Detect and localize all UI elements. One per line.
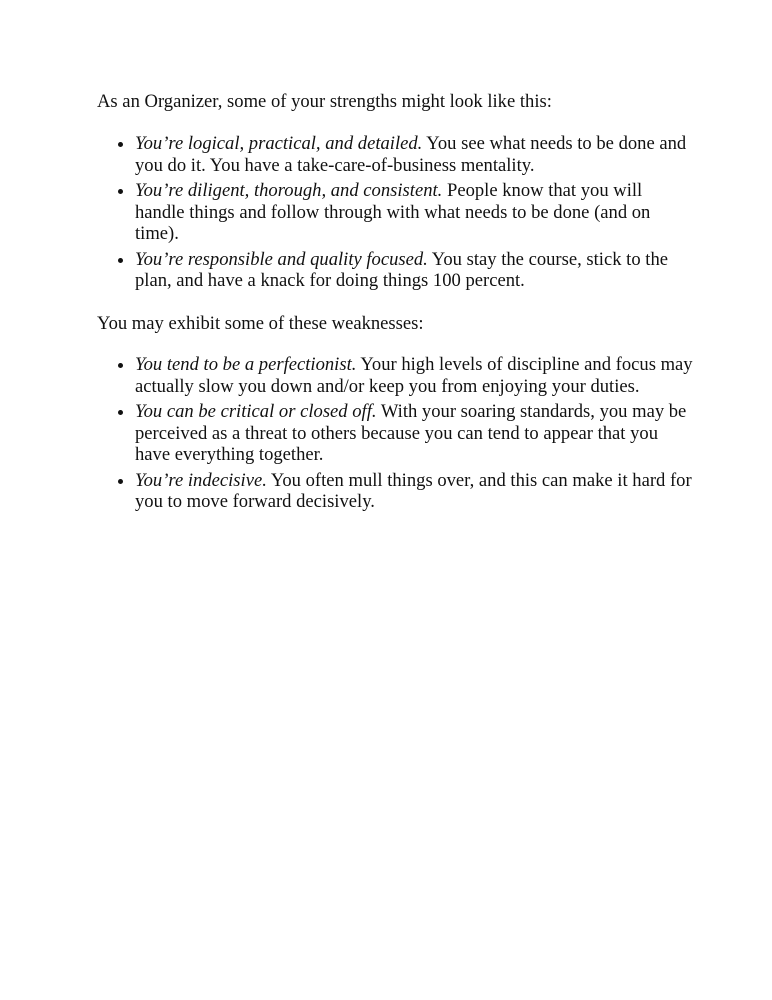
item-text: You often mull things over, and this can make it hard for you to move forward decisively. <box>135 469 692 512</box>
bullet-icon <box>118 189 123 194</box>
list-item <box>115 133 695 176</box>
bullet-icon <box>118 479 123 484</box>
item-lead: You’re responsible and quality focused. <box>135 248 428 270</box>
weaknesses-list <box>115 354 695 517</box>
item-text: You see what needs to be done and you do it. You have a take-care-of-business mentality. <box>135 133 687 176</box>
list-item <box>115 354 695 397</box>
item-lead: You’re indecisive. <box>135 469 267 491</box>
weaknesses-intro: You may exhibit some of these weaknesses: <box>97 313 424 334</box>
strengths-list <box>115 133 695 296</box>
bullet-icon <box>118 258 123 263</box>
item-lead: You tend to be a perfectionist. <box>135 354 357 375</box>
item-lead: You’re diligent, thorough, and consistent. <box>135 180 443 201</box>
item-text: With your soaring standards, you may be perceived as a threat to others because you can tend to appear that you have everything together. <box>135 401 687 465</box>
item-lead: You’re logical, practical, and detailed. <box>135 133 423 154</box>
item-text: Your high levels of discipline and focus may actually slow you down and/or keep you from enjoying your duties. <box>135 354 693 397</box>
item-lead: You can be critical or closed off. <box>135 401 377 422</box>
list-item <box>115 249 695 292</box>
item-text: People know that you will handle things and follow through with what needs to be done (and on time). <box>135 180 651 244</box>
list-item <box>115 180 695 245</box>
list-item <box>115 470 695 513</box>
list-item <box>115 401 695 466</box>
bullet-icon <box>118 142 123 147</box>
item-text: You stay the course, stick to the plan, and have a knack for doing things 100 percent. <box>135 248 668 291</box>
strengths-intro: As an Organizer, some of your strengths might look like this: <box>97 91 552 112</box>
bullet-icon <box>118 363 123 368</box>
bullet-icon <box>118 410 123 415</box>
